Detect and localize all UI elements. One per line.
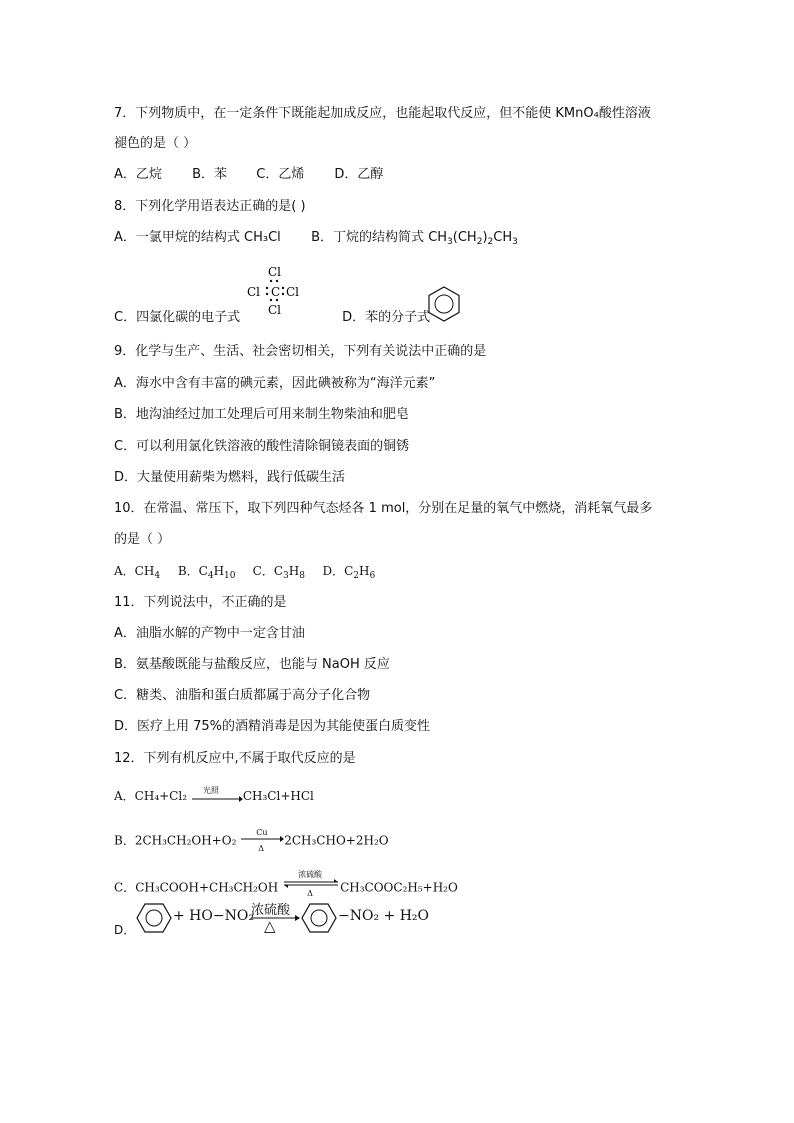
q10-option-d: D．$C_2H_6$	[322, 564, 376, 581]
q7-stem-line2: 褪色的是（ ）	[114, 136, 197, 151]
q11-option-a: A．油脂水解的产物中一定含甘油	[114, 626, 305, 641]
ccl4-left-cl: Cl	[247, 285, 261, 299]
q12-stem: 12．下列有机反应中,不属于取代反应的是	[114, 751, 356, 766]
q12-option-c: C．CH₃COOH+CH₃CH₂OH 浓硫酸 Δ CH₃COOC₂H₅+H₂O	[114, 870, 458, 898]
benzene-ring-reactant-icon	[136, 902, 172, 934]
q7-option-c: C．乙烯	[256, 167, 305, 182]
reaction-arrow-light: 光照	[191, 788, 243, 806]
ccl4-top-cl: Cl	[268, 265, 282, 279]
q8-option-b: B．丁烷的结构简式 $CH_3(CH_2)_2CH_3$	[311, 230, 518, 247]
q8-stem: 8．下列化学用语表达正确的是( )	[114, 199, 306, 214]
q10-option-a: A．$CH_4$	[114, 564, 161, 581]
q11-option-c: C．糖类、油脂和蛋白质都属于高分子化合物	[114, 688, 371, 703]
q8-option-d: D．苯的分子式	[342, 310, 431, 325]
q11-option-d: D．医疗上用 75%的酒精消毒是因为其能使蛋白质变性	[114, 719, 431, 734]
q7-option-b: B．苯	[192, 167, 228, 182]
reversible-reaction-arrow: 浓硫酸 Δ	[282, 876, 340, 900]
ccl4-center-c: C	[271, 285, 281, 299]
q9-option-d: D．大量使用薪柴为燃料，践行低碳生活	[114, 470, 346, 485]
q9-option-a: A．海水中含有丰富的碘元素，因此碘被称为“海洋元素”	[114, 376, 436, 391]
q12-d-product: −NO₂ + H₂O	[338, 908, 429, 924]
q7-option-a: A．乙烷	[114, 167, 162, 182]
q11-option-b: B．氨基酸既能与盐酸反应，也能与 NaOH 反应	[114, 657, 390, 672]
ccl4-bottom-cl: Cl	[268, 303, 282, 317]
q8-option-c: C．四氯化碳的电子式	[114, 310, 241, 325]
benzene-ring-product-icon	[301, 902, 337, 934]
q9-option-c: C．可以利用氯化铁溶液的酸性清除铜镜表面的铜锈	[114, 439, 410, 454]
q9-stem: 9．化学与生产、生活、社会密切相关，下列有关说法中正确的是	[114, 344, 487, 359]
q7-stem-line1: 7．下列物质中，在一定条件下既能起加成反应，也能起取代反应，但不能使 KMnO₄酸性溶液	[114, 106, 651, 121]
reaction-arrow-cu: Cu Δ	[240, 830, 284, 852]
q10-stem-line2: 的是（ ）	[114, 532, 171, 547]
q10-options	[114, 562, 375, 580]
q8-options-cd	[114, 309, 430, 327]
q7-option-d: D．乙醇	[334, 167, 384, 182]
q12-option-a: A．CH₄+Cl₂ 光照 CH₃Cl+HCl	[114, 787, 314, 806]
q8-options-ab	[114, 229, 518, 247]
q10-stem-line1: 10．在常温、常压下，取下列四种气态烃各 1 mol，分别在足量的氧气中燃烧，消耗氧气最多	[114, 501, 653, 516]
q10-option-b: B．$C_4H_{10}$	[177, 564, 236, 581]
q12-option-b: B．2CH₃CH₂OH+O₂ Cu Δ 2CH₃CHO+2H₂O	[114, 828, 389, 853]
ccl4-right-cl: Cl	[286, 285, 300, 299]
q10-option-c: C．$C_3H_8$	[252, 564, 305, 581]
q8-option-a: A．一氯甲烷的结构式 CH₃Cl	[114, 230, 281, 245]
q7-options	[114, 166, 383, 184]
q12-d-reagent: + HO−NO₂	[173, 908, 254, 924]
q12-option-d-label: D．	[114, 923, 136, 937]
q11-stem: 11．下列说法中，不正确的是	[114, 595, 287, 610]
benzene-ring-icon	[426, 286, 462, 322]
q9-option-b: B．地沟油经过加工处理后可用来制生物柴油和肥皂	[114, 407, 409, 422]
reaction-arrow-nitration: 浓硫酸 △	[250, 901, 300, 935]
